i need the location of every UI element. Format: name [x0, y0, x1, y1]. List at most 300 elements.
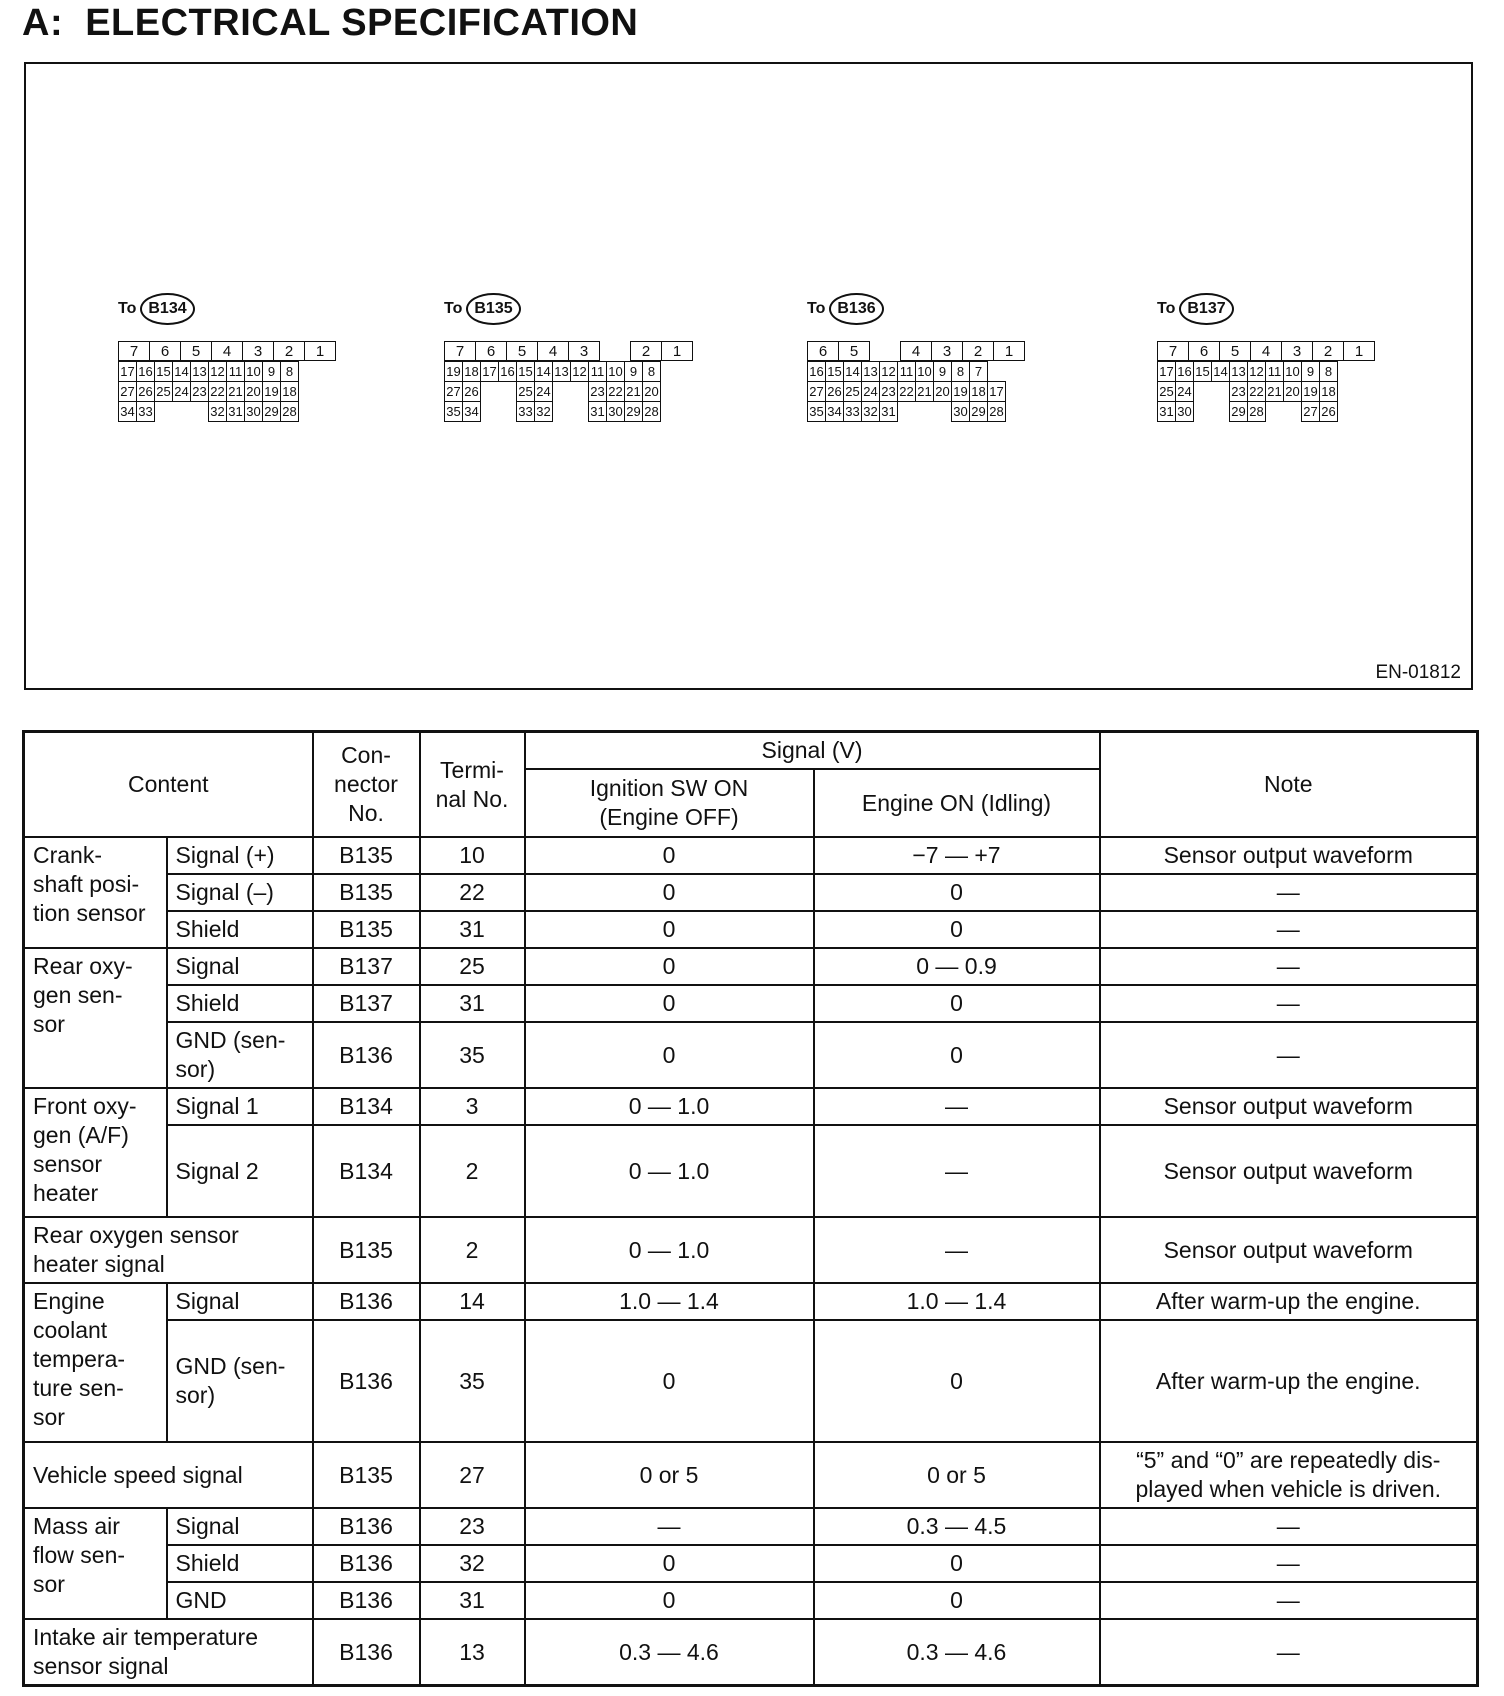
pin-cell: 22: [209, 382, 227, 402]
pin-cell: 6: [1189, 342, 1220, 361]
pin-cell: 3: [569, 342, 600, 361]
pin-cell: 31: [880, 402, 898, 422]
pin-cell: 7: [119, 342, 150, 361]
engine-value-cell: 1.0 — 1.4: [814, 1283, 1100, 1320]
pin-cell: 33: [137, 402, 155, 422]
content-sub-cell: Shield: [167, 1545, 313, 1582]
pin-cell: 1: [1344, 342, 1375, 361]
pin-cell: [1284, 402, 1302, 422]
pin-cell: 10: [245, 362, 263, 382]
pin-cell: 19: [445, 362, 463, 382]
terminal-cell: 2: [420, 1125, 525, 1217]
pin-cell: 28: [643, 402, 661, 422]
pin-cell: 15: [826, 362, 844, 382]
pin-cell: 28: [1248, 402, 1266, 422]
to-label: To: [444, 300, 463, 317]
ignition-value-cell: 0: [525, 1320, 814, 1442]
pin-cell: 20: [643, 382, 661, 402]
pin-cell: 12: [880, 362, 898, 382]
pin-cell: 28: [988, 402, 1006, 422]
pin-cell: 25: [155, 382, 173, 402]
pin-cell: 22: [607, 382, 625, 402]
pin-cell: 9: [263, 362, 281, 382]
pin-cell: 34: [463, 402, 481, 422]
content-group-cell: Engine coolant tempera- ture sen- sor: [24, 1283, 167, 1442]
pin-cell: [553, 382, 571, 402]
pin-cell: 18: [463, 362, 481, 382]
content-sub-cell: GND: [167, 1582, 313, 1619]
pin-cell: 12: [209, 362, 227, 382]
pin-cell: 11: [589, 362, 607, 382]
pin-cell: 24: [1176, 382, 1194, 402]
pin-cell: 21: [625, 382, 643, 402]
pin-cell: 1: [662, 342, 693, 361]
engine-value-cell: 0: [814, 1320, 1100, 1442]
note-cell: After warm-up the engine.: [1100, 1320, 1478, 1442]
note-cell: —: [1100, 1508, 1478, 1545]
pin-cell: 34: [119, 402, 137, 422]
terminal-cell: 2: [420, 1217, 525, 1283]
pin-cell: 29: [263, 402, 281, 422]
engine-value-cell: 0: [814, 985, 1100, 1022]
pin-cell: 4: [538, 342, 569, 361]
pin-cell: 15: [1194, 362, 1212, 382]
pin-cell: 12: [571, 362, 589, 382]
engine-value-cell: 0 or 5: [814, 1442, 1100, 1508]
pin-grid: [118, 361, 299, 422]
pin-cell: 17: [1158, 362, 1176, 382]
pin-cell: 17: [119, 362, 137, 382]
to-label: To: [118, 300, 137, 317]
pin-cell: 20: [245, 382, 263, 402]
note-cell: —: [1100, 948, 1478, 985]
pin-cell: 2: [631, 342, 662, 361]
pin-cell: 19: [1302, 382, 1320, 402]
note-cell: —: [1100, 911, 1478, 948]
pin-cell: [1212, 402, 1230, 422]
pin-cell: 15: [517, 362, 535, 382]
pin-cell: 32: [535, 402, 553, 422]
connector-id-badge: B135: [466, 293, 520, 325]
content-sub-cell: Signal: [167, 1283, 313, 1320]
connector-b134: [118, 287, 336, 422]
pin-cell: 6: [476, 342, 507, 361]
pin-cell: 7: [1158, 342, 1189, 361]
pin-cell: [1194, 382, 1212, 402]
pin-cell: 26: [463, 382, 481, 402]
pin-cell: [553, 402, 571, 422]
ignition-value-cell: 0: [525, 985, 814, 1022]
table-row: [24, 1022, 1478, 1088]
pin-cell: [191, 402, 209, 422]
pin-cell: 25: [844, 382, 862, 402]
pin-cell: 4: [1251, 342, 1282, 361]
ignition-value-cell: 0: [525, 1545, 814, 1582]
connector-id-badge: B137: [1179, 293, 1233, 325]
terminal-cell: 31: [420, 985, 525, 1022]
pin-cell: 24: [535, 382, 553, 402]
pin-cell: 11: [227, 362, 245, 382]
connector-cell: B134: [313, 1088, 420, 1125]
engine-value-cell: −7 — +7: [814, 837, 1100, 874]
terminal-cell: 22: [420, 874, 525, 911]
pin-cell: 1: [305, 342, 336, 361]
connector-id-badge: B136: [829, 293, 883, 325]
content-sub-cell: Shield: [167, 985, 313, 1022]
note-cell: “5” and “0” are repeatedly dis- played when vehicle is driven.: [1100, 1442, 1478, 1508]
header-ignition-sw-on: Ignition SW ON (Engine OFF): [525, 769, 814, 837]
table-row: [24, 837, 1478, 874]
terminal-cell: 35: [420, 1022, 525, 1088]
content-sub-cell: Signal 2: [167, 1125, 313, 1217]
pin-cell: 31: [227, 402, 245, 422]
connector-cell: B136: [313, 1582, 420, 1619]
pin-cell: 21: [1266, 382, 1284, 402]
table-row: [24, 985, 1478, 1022]
terminal-cell: 31: [420, 911, 525, 948]
header-signal: Signal (V): [525, 732, 1100, 770]
pin-cell: 21: [227, 382, 245, 402]
pin-cell: 7: [970, 362, 988, 382]
content-sub-cell: GND (sen- sor): [167, 1022, 313, 1088]
pin-cell: 13: [1230, 362, 1248, 382]
note-cell: —: [1100, 985, 1478, 1022]
pin-cell: [898, 402, 916, 422]
spec-table-body: [24, 837, 1478, 1686]
pin-cell: 2: [963, 342, 994, 361]
pin-cell: 35: [808, 402, 826, 422]
content-sub-cell: Signal (–): [167, 874, 313, 911]
ignition-value-cell: 1.0 — 1.4: [525, 1283, 814, 1320]
ignition-value-cell: 0.3 — 4.6: [525, 1619, 814, 1686]
pin-cell: 18: [281, 382, 299, 402]
ignition-value-cell: 0: [525, 1022, 814, 1088]
table-row: [24, 1088, 1478, 1125]
pin-cell: 4: [901, 342, 932, 361]
pin-cell: [934, 402, 952, 422]
pin-cell: 10: [607, 362, 625, 382]
pin-cell: 3: [932, 342, 963, 361]
pin-cell: 30: [952, 402, 970, 422]
pin-cell: 7: [445, 342, 476, 361]
pin-cell: 11: [1266, 362, 1284, 382]
ignition-value-cell: 0 or 5: [525, 1442, 814, 1508]
table-row: [24, 1320, 1478, 1442]
pin-cell: 33: [844, 402, 862, 422]
terminal-cell: 23: [420, 1508, 525, 1545]
connector-b136: [807, 287, 1025, 422]
pin-cell: 15: [155, 362, 173, 382]
connector-cell: B136: [313, 1320, 420, 1442]
pin-cell: 14: [844, 362, 862, 382]
pin-cell: 30: [607, 402, 625, 422]
connector-cell: B135: [313, 874, 420, 911]
engine-value-cell: 0: [814, 911, 1100, 948]
connector-id-badge: B134: [140, 293, 194, 325]
pin-cell: [173, 402, 191, 422]
pin-cell: 2: [1313, 342, 1344, 361]
note-cell: —: [1100, 1545, 1478, 1582]
note-cell: —: [1100, 874, 1478, 911]
connector-cell: B136: [313, 1619, 420, 1686]
connector-cell: B136: [313, 1022, 420, 1088]
pin-cell: [916, 402, 934, 422]
to-label: To: [807, 300, 826, 317]
note-cell: Sensor output waveform: [1100, 837, 1478, 874]
content-cell: Intake air temperature sensor signal: [24, 1619, 313, 1686]
pin-cell: 8: [643, 362, 661, 382]
connector-cell: B135: [313, 1217, 420, 1283]
pin-cell: [1266, 402, 1284, 422]
connector-label: [807, 287, 1025, 331]
content-sub-cell: Signal (+): [167, 837, 313, 874]
engine-value-cell: 0.3 — 4.5: [814, 1508, 1100, 1545]
ignition-value-cell: 0: [525, 837, 814, 874]
note-cell: After warm-up the engine.: [1100, 1283, 1478, 1320]
pin-cell: 18: [1320, 382, 1338, 402]
table-row: [24, 948, 1478, 985]
header-terminal: Termi- nal No.: [420, 732, 525, 838]
content-sub-cell: Signal 1: [167, 1088, 313, 1125]
pin-cell: 27: [119, 382, 137, 402]
terminal-cell: 35: [420, 1320, 525, 1442]
content-sub-cell: Shield: [167, 911, 313, 948]
pin-cell: 27: [445, 382, 463, 402]
ignition-value-cell: 0: [525, 911, 814, 948]
pin-cell: 24: [173, 382, 191, 402]
ignition-value-cell: 0: [525, 948, 814, 985]
table-row: [24, 1125, 1478, 1217]
pin-cell: [600, 342, 631, 361]
pin-cell: [571, 402, 589, 422]
table-row: [24, 1582, 1478, 1619]
pin-cell: 8: [952, 362, 970, 382]
pin-cell: 33: [517, 402, 535, 422]
pin-cell: 26: [826, 382, 844, 402]
pin-cell: 9: [1302, 362, 1320, 382]
pin-cell: 12: [1248, 362, 1266, 382]
pin-cell: 29: [625, 402, 643, 422]
connector-label: [118, 287, 336, 331]
connector-cell: B134: [313, 1125, 420, 1217]
pin-cell: [481, 382, 499, 402]
page-title: A: ELECTRICAL SPECIFICATION: [22, 2, 639, 44]
pin-cell: 26: [1320, 402, 1338, 422]
connector-cell: B136: [313, 1508, 420, 1545]
engine-value-cell: 0.3 — 4.6: [814, 1619, 1100, 1686]
pin-cell: 19: [952, 382, 970, 402]
pin-cell: 17: [988, 382, 1006, 402]
ignition-value-cell: 0 — 1.0: [525, 1217, 814, 1283]
pin-cell: 4: [212, 342, 243, 361]
figure-id: EN-01812: [1375, 662, 1461, 683]
pin-cell: 25: [1158, 382, 1176, 402]
content-group-cell: Mass air flow sen- sor: [24, 1508, 167, 1619]
ignition-value-cell: 0 — 1.0: [525, 1125, 814, 1217]
ignition-value-cell: 0: [525, 874, 814, 911]
terminal-cell: 13: [420, 1619, 525, 1686]
pin-cell: 9: [934, 362, 952, 382]
engine-value-cell: 0: [814, 874, 1100, 911]
pin-cell: 30: [245, 402, 263, 422]
pin-cell: 29: [1230, 402, 1248, 422]
header-content: Content: [24, 732, 313, 838]
pin-cell: [481, 402, 499, 422]
pin-grid: [1157, 361, 1338, 422]
pin-cell: 23: [589, 382, 607, 402]
table-row: [24, 1619, 1478, 1686]
terminal-cell: 3: [420, 1088, 525, 1125]
pin-cell: 11: [898, 362, 916, 382]
connector-label: [444, 287, 693, 331]
pin-cell: 5: [839, 342, 870, 361]
pin-cell: 27: [808, 382, 826, 402]
pin-cell: 24: [862, 382, 880, 402]
content-sub-cell: GND (sen- sor): [167, 1320, 313, 1442]
terminal-cell: 25: [420, 948, 525, 985]
pin-cell: 14: [173, 362, 191, 382]
pin-cell: 3: [243, 342, 274, 361]
connector-cell: B135: [313, 837, 420, 874]
pin-cell: 5: [1220, 342, 1251, 361]
terminal-cell: 32: [420, 1545, 525, 1582]
pin-cell: 34: [826, 402, 844, 422]
pin-cell: 21: [916, 382, 934, 402]
pin-cell: 29: [970, 402, 988, 422]
note-cell: Sensor output waveform: [1100, 1088, 1478, 1125]
terminal-cell: 14: [420, 1283, 525, 1320]
pin-cell: 18: [970, 382, 988, 402]
engine-value-cell: 0: [814, 1582, 1100, 1619]
table-row: [24, 874, 1478, 911]
pin-cell: 32: [862, 402, 880, 422]
pin-cell: 22: [898, 382, 916, 402]
table-row: [24, 911, 1478, 948]
pin-cell: 20: [934, 382, 952, 402]
connector-b137: [1157, 287, 1375, 422]
note-cell: —: [1100, 1022, 1478, 1088]
pin-cell: [870, 342, 901, 361]
pin-cell: [1212, 382, 1230, 402]
pin-cell: 3: [1282, 342, 1313, 361]
connector-cell: B136: [313, 1545, 420, 1582]
terminal-cell: 10: [420, 837, 525, 874]
pin-cell: 28: [281, 402, 299, 422]
pin-cell: 13: [553, 362, 571, 382]
note-cell: —: [1100, 1582, 1478, 1619]
connector-cell: B135: [313, 1442, 420, 1508]
pin-cell: 10: [916, 362, 934, 382]
terminal-cell: 27: [420, 1442, 525, 1508]
table-row: [24, 1545, 1478, 1582]
pin-top-row: [444, 341, 693, 361]
engine-value-cell: 0: [814, 1545, 1100, 1582]
connector-cell: B137: [313, 985, 420, 1022]
connector-figure: [24, 62, 1473, 690]
pin-cell: [1194, 402, 1212, 422]
pin-cell: [499, 402, 517, 422]
header-engine-on: Engine ON (Idling): [814, 769, 1100, 837]
pin-cell: 2: [274, 342, 305, 361]
to-label: To: [1157, 300, 1176, 317]
table-row: [24, 1217, 1478, 1283]
ignition-value-cell: —: [525, 1508, 814, 1545]
pin-top-row: [118, 341, 336, 361]
pin-cell: [499, 382, 517, 402]
pin-cell: 9: [625, 362, 643, 382]
engine-value-cell: —: [814, 1217, 1100, 1283]
pin-cell: 32: [209, 402, 227, 422]
pin-top-row: [1157, 341, 1375, 361]
pin-cell: 14: [535, 362, 553, 382]
pin-cell: 30: [1176, 402, 1194, 422]
electrical-spec-table: [22, 730, 1479, 1687]
content-group-cell: Rear oxy- gen sen- sor: [24, 948, 167, 1088]
header-note: Note: [1100, 732, 1478, 838]
table-row: [24, 1508, 1478, 1545]
pin-cell: 5: [181, 342, 212, 361]
ignition-value-cell: 0 — 1.0: [525, 1088, 814, 1125]
content-sub-cell: Signal: [167, 948, 313, 985]
pin-cell: 13: [191, 362, 209, 382]
content-group-cell: Front oxy- gen (A/F) sensor heater: [24, 1088, 167, 1217]
pin-cell: 16: [499, 362, 517, 382]
pin-cell: 16: [137, 362, 155, 382]
connector-cell: B137: [313, 948, 420, 985]
engine-value-cell: —: [814, 1125, 1100, 1217]
connector-label: [1157, 287, 1375, 331]
pin-cell: 16: [1176, 362, 1194, 382]
engine-value-cell: —: [814, 1088, 1100, 1125]
pin-grid: [444, 361, 661, 422]
pin-cell: [571, 382, 589, 402]
pin-cell: 10: [1284, 362, 1302, 382]
pin-cell: 20: [1284, 382, 1302, 402]
pin-cell: 19: [263, 382, 281, 402]
content-cell: Vehicle speed signal: [24, 1442, 313, 1508]
table-row: [24, 1283, 1478, 1320]
pin-grid: [807, 361, 1006, 422]
pin-cell: 31: [589, 402, 607, 422]
pin-cell: 27: [1302, 402, 1320, 422]
pin-cell: 26: [137, 382, 155, 402]
table-row: [24, 1442, 1478, 1508]
pin-cell: 17: [481, 362, 499, 382]
content-cell: Rear oxygen sensor heater signal: [24, 1217, 313, 1283]
pin-top-row: [807, 341, 1025, 361]
pin-cell: 6: [150, 342, 181, 361]
connector-cell: B135: [313, 911, 420, 948]
pin-cell: 25: [517, 382, 535, 402]
pin-cell: 8: [1320, 362, 1338, 382]
pin-cell: 5: [507, 342, 538, 361]
pin-cell: 14: [1212, 362, 1230, 382]
content-sub-cell: Signal: [167, 1508, 313, 1545]
note-cell: Sensor output waveform: [1100, 1217, 1478, 1283]
engine-value-cell: 0 — 0.9: [814, 948, 1100, 985]
pin-cell: 6: [808, 342, 839, 361]
ignition-value-cell: 0: [525, 1582, 814, 1619]
connector-b135: [444, 287, 693, 422]
pin-cell: 23: [191, 382, 209, 402]
pin-cell: 35: [445, 402, 463, 422]
engine-value-cell: 0: [814, 1022, 1100, 1088]
pin-cell: 23: [880, 382, 898, 402]
pin-cell: 31: [1158, 402, 1176, 422]
pin-cell: 1: [994, 342, 1025, 361]
note-cell: Sensor output waveform: [1100, 1125, 1478, 1217]
pin-cell: [155, 402, 173, 422]
